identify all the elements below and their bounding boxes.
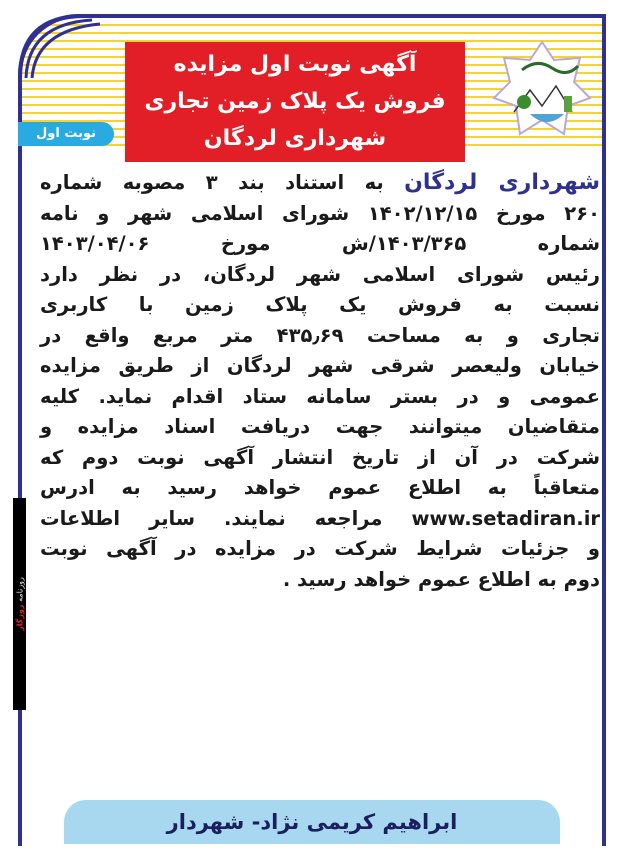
body-line: دوم به اطلاع عموم خواهد رسید .: [282, 567, 600, 591]
body-line: متعاقباً به اطلاع عموم خواهد رسید به ادرس: [40, 476, 600, 499]
title-line: آگهی نوبت اول مزایده: [173, 52, 417, 77]
ad-body-text: [40, 168, 600, 595]
body-line: [40, 168, 600, 199]
body-line: ۲۶۰ مورخ ۱۴۰۲/۱۲/۱۵ شورای اسلامی شهر و نامه: [40, 201, 600, 225]
newspaper-side-label: [13, 498, 26, 710]
title-line: شهرداری لردگان: [203, 126, 387, 151]
body-line: خیابان ولیعصر شرقی شهر لردگان از طریق مزایده: [40, 354, 600, 377]
ad-title-box: [125, 42, 465, 162]
newspaper-word: روزنامه: [15, 577, 24, 602]
body-line: شماره ۱۴۰۳/۳۶۵/ش مورخ ۱۴۰۳/۰۴/۰۶: [40, 232, 600, 255]
body-line: عمومی و در بستر سامانه ستاد اقدام نماید. کلیه: [40, 384, 600, 408]
corner-curves-decoration: [14, 10, 104, 80]
body-line: تجاری و به مساحت ۴۳۵٫۶۹ متر مربع واقع در: [40, 323, 600, 347]
body-line: نسبت به فروش یک پلاک زمین با کاربری: [40, 293, 600, 316]
body-line: و جزئیات شرایط شرکت در مزایده در آگهی نوبت: [40, 537, 600, 560]
municipality-name-highlight: شهرداری لردگان: [404, 170, 601, 195]
body-line-text: به استناد بند ۳ مصوبه شماره: [40, 171, 384, 194]
body-line: رئیس شورای اسلامی شهر لردگان، در نظر دارد: [40, 262, 600, 286]
municipality-logo: [492, 40, 592, 140]
body-line: شرکت در آن از تاریخ انتشار آگهی نوبت دوم که: [40, 445, 600, 469]
newspaper-name: روزگار: [15, 604, 24, 631]
signature-footer: ابراهیم کریمی نژاد- شهردار: [64, 800, 560, 844]
first-round-badge: نوبت اول: [18, 122, 114, 146]
newspaper-side-text: [15, 577, 24, 631]
body-line: www.setadiran.ir مراجعه نمایند. سایر اطلاعات: [40, 506, 600, 530]
body-line: متقاضیان میتوانند جهت دریافت اسناد مزایده و: [40, 415, 600, 438]
title-line: فروش یک پلاک زمین تجاری: [144, 89, 446, 114]
